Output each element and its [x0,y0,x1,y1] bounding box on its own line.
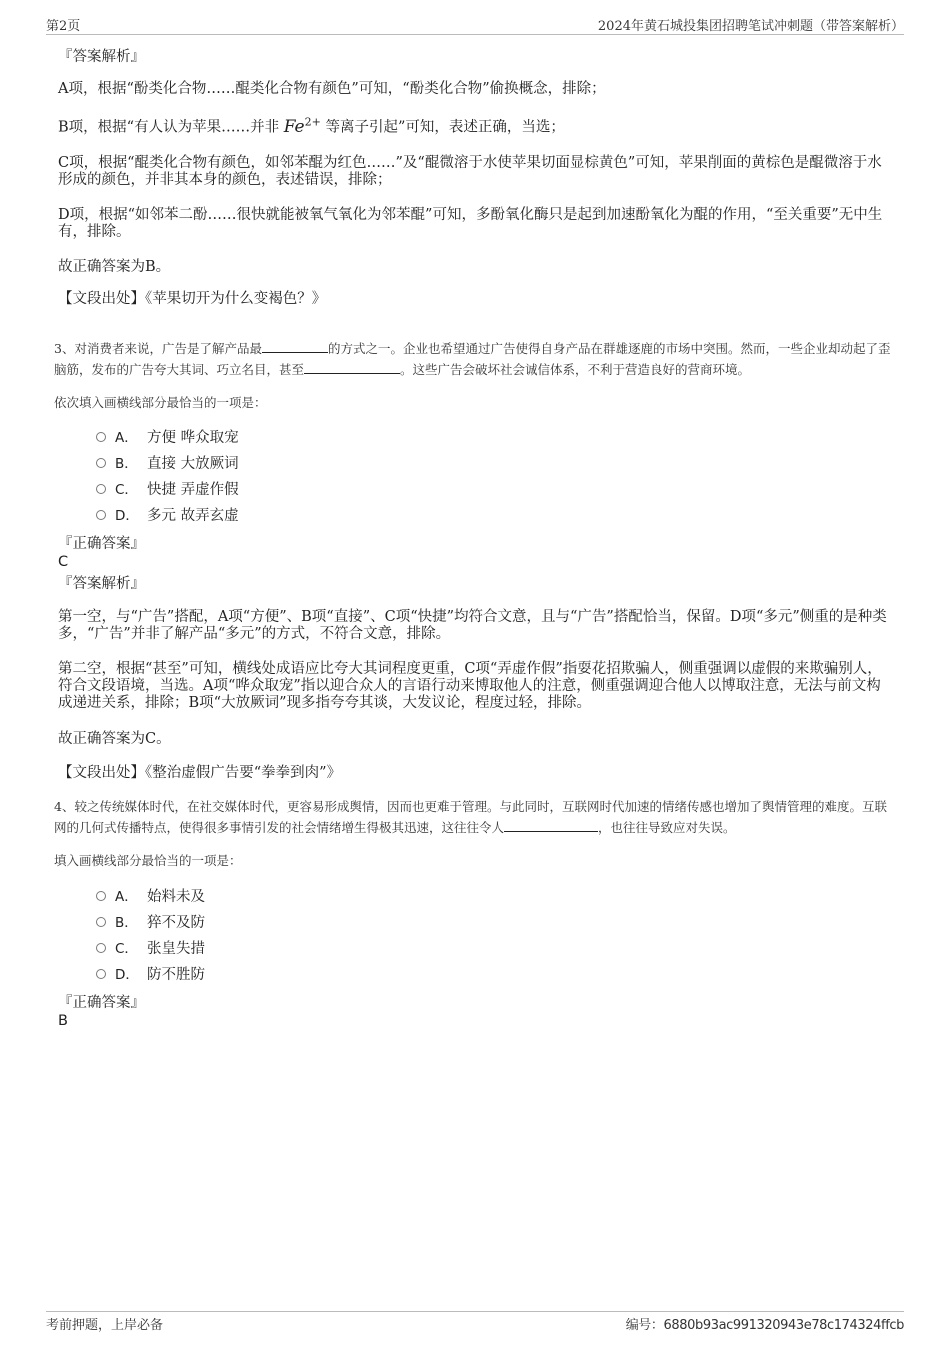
radio-icon[interactable] [96,458,106,468]
q2-analysis-label: 『答案解析』 [58,49,145,65]
page-footer [46,1311,904,1336]
radio-icon[interactable] [96,917,106,927]
page-header [46,14,904,35]
q4-stem: 4、较之传统媒体时代，在社交媒体时代，更容易形成舆情，因而也更难于管理。与此同时，互联网时代加速的情绪传感也增加了舆情管理的难度。互联网的几何式传播特点，使得很多事情引发的社会情绪增生得极其迅速，这往往令人 ，也往往导致应对失误。 [54,799,887,835]
blank-3 [504,817,598,832]
q3-prompt: 依次填入画横线部分最恰当的一项是： [54,395,267,410]
radio-icon[interactable] [96,969,106,979]
radio-icon[interactable] [96,943,106,953]
q3-option-a[interactable]: A． 方便 哗众取宠 [96,429,239,447]
q2-conclusion: 故正确答案为B。 [58,259,171,275]
q2-analysis-c: C项，根据“醌类化合物有颜色，如邻苯醌为红色……”及“醌微溶于水使苹果切面显棕黄色”可知，苹果削面的黄棕色是醌微溶于水形成的颜色，并非其本身的颜色，表述错误，排除； [58,155,882,188]
q3-option-c[interactable]: C． 快捷 弄虚作假 [96,481,239,499]
radio-icon[interactable] [96,484,106,494]
q2-analysis-d: D项，根据“如邻苯二酚……很快就能被氧气氧化为邻苯醌”可知，多酚氧化酶只是起到加速酚氧化为醌的作用，“至关重要”无中生有，排除。 [58,207,883,240]
q4-answer: B [58,1013,68,1029]
q3-stem: 3、对消费者来说，广告是了解产品最 的方式之一。企业也希望通过广告使得自身产品在群雄逐鹿的市场中突围。然而，一些企业却动起了歪脑筋，发布的广告夸大其词、巧立名目，甚至 。这些广告会破坏社会诚信体系，不利于营造良好的营商环境。 [54,338,896,380]
blank-2 [304,359,400,374]
radio-icon[interactable] [96,432,106,442]
page-number: 第2页 [46,19,81,34]
document-code: 编号：6880b93ac991320943e78c174324ffcb [625,1318,904,1333]
q3-analysis-label: 『答案解析』 [58,576,145,592]
q3-answer: C [58,554,69,570]
q3-source: 【文段出处】《整治虚假广告要“拳拳到肉”》 [58,765,342,781]
q3-analysis-p2: 第二空，根据“甚至”可知，横线处成语应比夸大其词程度更重，C项“弄虚作假”指耍花招欺骗人，侧重强调以虚假的来欺骗别人，符合文段语境，当选。A项“哗众取宠”指以迎合众人的言语行动来博取他人的注意，侧重强调迎合他人以博取注意，无法与前文构成递进关系，排除；B项“大放厥词”现多指夸夸其谈，大发议论，程度过轻，排除。 [58,661,882,711]
q3-analysis-p1: 第一空，与“广告”搭配，A项“方便”、B项“直接”、C项“快捷”均符合文意，且与“广告”搭配恰当，保留。D项“多元”侧重的是种类多，“广告”并非了解产品“多元”的方式，不符合文意，排除。 [58,609,887,642]
fe-formula: $Fe^{2+}$ [283,115,321,137]
q2-analysis-b: B项，根据“有人认为苹果……并非 $Fe^{2+}$ 等离子引起”可知，表述正确，当选； [58,115,565,137]
radio-icon[interactable] [96,510,106,520]
q2-source: 【文段出处】《苹果切开为什么变褐色？》 [58,291,327,307]
q3-answer-label: 『正确答案』 [58,536,145,552]
radio-icon[interactable] [96,891,106,901]
document-title: 2024年黄石城投集团招聘笔试冲刺题（带答案解析） [597,19,904,34]
q4-prompt: 填入画横线部分最恰当的一项是： [54,853,242,868]
footer-slogan: 考前押题，上岸必备 [46,1318,164,1333]
q4-option-c[interactable]: C． 张皇失措 [96,940,205,958]
blank-1 [262,338,328,353]
q4-answer-label: 『正确答案』 [58,995,145,1011]
q4-option-a[interactable]: A． 始料未及 [96,888,205,906]
q3-conclusion: 故正确答案为C。 [58,731,171,747]
q4-option-d[interactable]: D． 防不胜防 [96,966,205,984]
q2-analysis-a: A项，根据“酚类化合物……醌类化合物有颜色”可知，“酚类化合物”偷换概念，排除； [58,81,606,97]
q3-option-d[interactable]: D． 多元 故弄玄虚 [96,507,239,525]
q4-option-b[interactable]: B． 猝不及防 [96,914,205,932]
q3-option-b[interactable]: B． 直接 大放厥词 [96,455,239,473]
